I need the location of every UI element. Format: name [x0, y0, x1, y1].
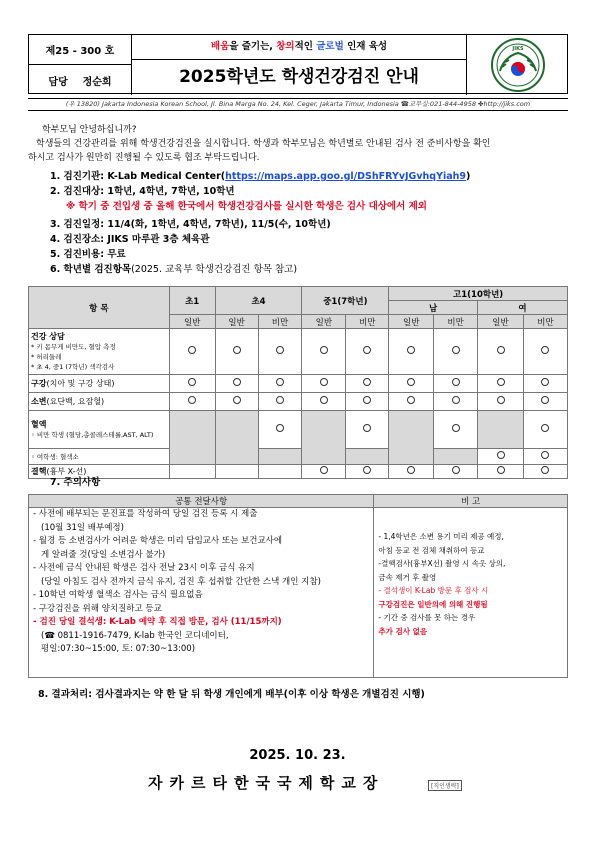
check-mark	[497, 451, 505, 459]
header-obese: 비만	[258, 315, 302, 329]
note-line: - 검진 당일 결석생: K-Lab 예약 후 직접 방문, 검사 (11/15까지)	[33, 617, 282, 627]
header-male: 남	[389, 301, 478, 315]
check-mark	[276, 396, 284, 404]
check-mark	[541, 451, 549, 459]
check-mark	[320, 378, 328, 386]
check-mark	[233, 378, 241, 386]
check-mark	[541, 396, 549, 404]
header-grade-7: 중1(7학년)	[302, 287, 389, 315]
check-mark	[363, 424, 371, 432]
note-line: -결핵검사(흉부X선) 촬영 시 속옷 상의,	[378, 559, 506, 568]
header-normal: 일반	[302, 315, 346, 329]
check-mark	[363, 396, 371, 404]
school-logo	[466, 35, 569, 95]
charge-label: 담당	[48, 76, 68, 88]
motto-segment: 을 즐기는,	[229, 41, 277, 52]
table-header-row	[29, 287, 568, 301]
svg-text:JIKS: JIKS	[512, 46, 524, 52]
check-mark	[276, 424, 284, 432]
note-line: 아침 등교 전 검체 채취하여 등교	[378, 545, 485, 555]
check-mark	[320, 346, 328, 354]
note-line: 평일:07:30~15:00, 토: 07:30~13:00)	[41, 644, 196, 654]
check-mark	[452, 396, 460, 404]
check-mark	[497, 378, 505, 386]
check-mark	[407, 346, 415, 354]
charge-name: 정순희	[82, 76, 112, 88]
header-obese: 비만	[434, 315, 478, 329]
header-grade-1: 초1	[169, 287, 215, 315]
check-mark	[497, 466, 505, 474]
note-line: - 구강검진을 위해 양치질하고 등교	[33, 603, 162, 614]
check-mark	[276, 378, 284, 386]
header-obese: 비만	[523, 315, 567, 329]
note-line: - 1,4학년은 소변 용기 미리 제공 예정,	[378, 532, 504, 541]
check-mark	[541, 346, 549, 354]
check-mark	[497, 396, 505, 404]
motto-segment: 적인	[294, 41, 317, 52]
note-line: 금속 제거 후 촬영	[378, 572, 437, 582]
check-mark	[233, 346, 241, 354]
table-row	[29, 449, 568, 465]
item-6: 6. 학년별 검진항목(2025. 교육부 학생건강검진 항목 참고)	[50, 264, 298, 275]
check-mark	[452, 424, 460, 432]
check-mark	[452, 466, 460, 474]
note-line: 구강검진은 일반의에 의해 진행됨	[378, 599, 488, 609]
greeting: 학부모님 안녕하십니까?	[42, 125, 137, 135]
motto-segment: 창의	[276, 41, 295, 52]
check-mark	[407, 466, 415, 474]
item-7: 7. 주의사항	[50, 477, 101, 488]
note-line: - 사전에 배부되는 문진표를 작성하여 당일 검진 등록 시 제출	[33, 509, 258, 519]
check-mark	[452, 378, 460, 386]
item-4: 4. 검진장소: JIKS 마루관 3층 체육관	[50, 234, 210, 245]
note-line: - 기간 중 검사를 못 하는 경우	[378, 613, 476, 622]
note-line: - 결석생이 K-Lab 방문 후 검사 시	[378, 586, 489, 595]
precautions-table	[28, 494, 568, 678]
header-normal: 일반	[478, 315, 524, 329]
header-normal: 일반	[389, 315, 434, 329]
item-2: 2. 검진대상: 1학년, 4학년, 7학년, 10학년	[50, 186, 235, 197]
check-mark	[276, 346, 284, 354]
item-3: 3. 검진일정: 11/4(화, 1학년, 4학년, 7학년), 11/5(수, 10학년)	[50, 219, 331, 230]
note-line: 게 알려줄 것(당일 소변검사 불가)	[41, 549, 166, 560]
row-label: 혈액 ◦ 비만 학생 (혈당,총콜레스테롤,AST, ALT)	[29, 411, 170, 449]
header-normal: 일반	[215, 315, 258, 329]
note-line: - 월경 등 소변검사가 어려운 학생은 미리 담임교사 또는 보건교사에	[33, 536, 283, 546]
check-mark	[363, 466, 371, 474]
school-emblem-icon	[490, 37, 546, 93]
row-label: 건강 상담 * 키 몸무게 비만도, 혈압 측정 * 허리둘레 * 초 4, 중1 (7학년) 색각검사	[29, 329, 170, 375]
check-mark	[452, 346, 460, 354]
check-mark	[541, 378, 549, 386]
motto-segment: 인재 육성	[343, 41, 388, 52]
check-mark	[233, 396, 241, 404]
check-mark	[188, 378, 196, 386]
clinic-map-link[interactable]: https://maps.app.goo.gl/DShFRYvJGvhqYiah9	[225, 171, 467, 182]
issue-date: 2025. 10. 23.	[249, 748, 346, 763]
row-label: 구강(치아 및 구강 상태)	[29, 375, 170, 393]
header-remark: 비 고	[374, 495, 568, 508]
note-line: (☎ 0811-1916-7479, K-lab 한국인 코디네이터,	[41, 630, 229, 641]
row-label: ◦ 여학생: 혈색소	[29, 449, 170, 465]
school-principal: 자카르타한국국제학교장	[148, 774, 385, 792]
charge-info	[29, 65, 132, 95]
check-mark	[541, 424, 549, 432]
check-mark	[407, 396, 415, 404]
remark-notes	[374, 508, 568, 678]
check-mark	[497, 346, 505, 354]
table-row	[29, 375, 568, 393]
check-mark	[320, 466, 328, 474]
table-row	[29, 465, 568, 479]
document-title: 2025학년도 학생건강검진 안내	[132, 59, 466, 95]
common-notes	[29, 508, 374, 678]
header-grade-10: 고1(10학년)	[389, 287, 568, 301]
motto-segment: 글로벌	[316, 41, 344, 52]
intro-line-2: 하시고 검사가 원만히 진행될 수 있도록 협조 부탁드립니다.	[28, 153, 260, 163]
check-mark	[363, 378, 371, 386]
note-line: - 10학년 여학생 혈색소 검사는 금식 필요없음	[33, 590, 203, 600]
row-label: 결핵(흉부 X-선)	[29, 465, 170, 479]
note-line: (10월 31일 배부예정)	[41, 522, 124, 533]
school-motto	[132, 35, 466, 59]
table-row	[29, 329, 568, 375]
check-mark	[320, 396, 328, 404]
item-2-note: ※ 학기 중 전입생 중 올해 한국에서 학생건강검사를 실시한 학생은 검사 대상에서 제외	[66, 201, 427, 212]
seal-omitted: [직인생략]	[428, 780, 462, 791]
header-obese: 비만	[346, 315, 389, 329]
exam-items-table	[28, 286, 568, 479]
check-mark	[363, 346, 371, 354]
note-line: 추가 검사 없음	[378, 626, 428, 636]
note-line: - 사전에 금식 안내된 학생은 검사 전날 23시 이후 금식 유지	[33, 563, 255, 573]
item-8: 8. 결과처리: 검사결과지는 약 한 달 뒤 학생 개인에게 배부(이후 이상 학생은 개별검진 시행)	[38, 689, 425, 700]
intro-line-1: 학생들의 건강관리를 위해 학생건강검진을 실시합니다. 학생과 학부모님은 학년별로 안내된 검사 전 준비사항을 확인	[36, 139, 491, 149]
header-female: 여	[478, 301, 568, 315]
header-normal: 일반	[169, 315, 215, 329]
item-5: 5. 검진비용: 무료	[50, 249, 126, 260]
header-grade-4: 초4	[215, 287, 302, 315]
check-mark	[407, 378, 415, 386]
header-common: 공통 전달사항	[29, 495, 374, 508]
school-address: (우 13820) Jakarta Indonesia Korean School, Jl. Bina Marga No. 24, Kel. Ceger, Jakarta Timur, Indonesia ☎교무실:021-844-4958 ✤http://jiks.com	[28, 98, 568, 111]
item-1: 1. 검진기관: K-Lab Medical Center(https://maps.app.goo.gl/DShFRYvJGvhqYiah9)	[50, 171, 471, 182]
table-row	[29, 393, 568, 411]
check-mark	[188, 346, 196, 354]
document-header	[28, 34, 568, 94]
header-item: 항 목	[29, 287, 170, 329]
check-mark	[188, 396, 196, 404]
table-row	[29, 411, 568, 449]
document-number: 제25 - 300 호	[29, 35, 132, 65]
motto-segment: 배움	[210, 41, 230, 52]
note-line: (당일 아침도 검사 전까지 금식 유지, 검진 후 섭취할 간단한 스낵 개인 지참)	[41, 576, 321, 587]
check-mark	[541, 466, 549, 474]
row-label: 소변(요단백, 요잠혈)	[29, 393, 170, 411]
